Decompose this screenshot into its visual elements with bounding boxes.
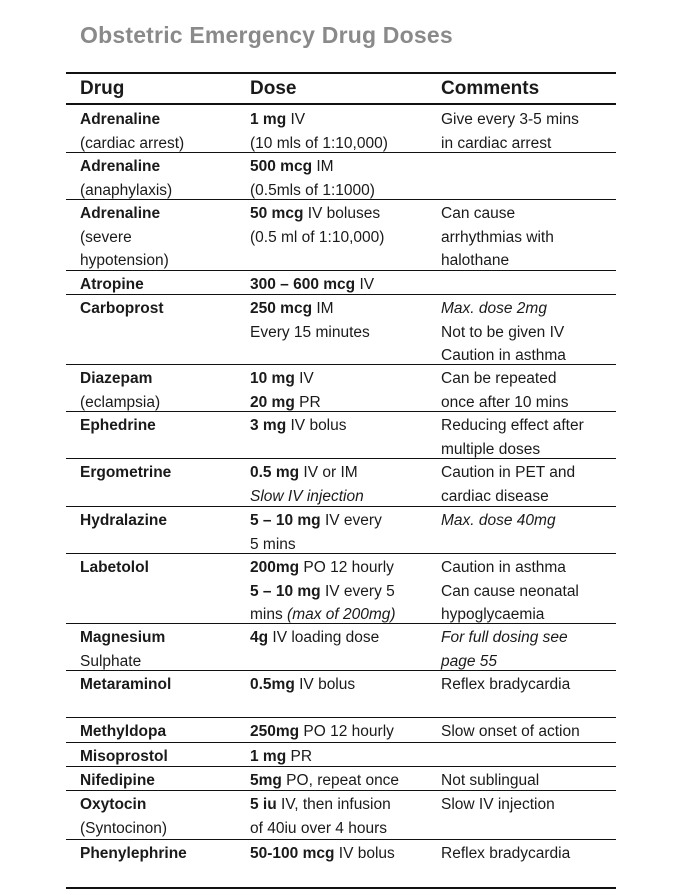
dose-cell [250, 202, 440, 249]
comment-line: For full dosing see [441, 629, 568, 646]
drug-name: Diazepam [80, 370, 153, 387]
drug-name: Ergometrine [80, 464, 172, 481]
comment-line: page 55 [441, 652, 498, 670]
dose-line [250, 155, 440, 179]
table-row [66, 840, 616, 887]
dose-cell [250, 297, 440, 344]
header-comments: Comments [441, 78, 540, 99]
dose-amount: 0.5mg [250, 676, 295, 693]
drug-name: Magnesium [80, 629, 166, 646]
dose-line [250, 108, 440, 132]
dose-line [250, 817, 440, 841]
comment-line: Caution in PET and [441, 464, 576, 481]
dose-amount: 5 iu [250, 796, 277, 813]
drug-cell [80, 720, 250, 744]
drug-name: Methyldopa [80, 723, 167, 740]
dose-cell [250, 556, 440, 627]
comment-line: Caution in asthma [441, 559, 566, 576]
dose-amount: (0.5mls of 1:1000) [250, 181, 375, 199]
dose-amount: 500 mcg [250, 158, 313, 175]
table-row [66, 507, 616, 554]
dose-route: IV bolus [286, 417, 347, 434]
comment-line: Reducing effect after [441, 417, 584, 434]
dose-cell [250, 673, 440, 697]
dose-cell [250, 509, 440, 556]
page-title: Obstetric Emergency Drug Doses [80, 22, 453, 48]
comment-line: arrhythmias with [441, 228, 554, 246]
drug-qualifier: (Syntocinon) [80, 819, 168, 837]
table-row [66, 365, 616, 412]
drug-name: Phenylephrine [80, 845, 187, 862]
dose-cell [250, 842, 440, 866]
comment-line: halothane [441, 252, 510, 269]
dose-line [250, 509, 440, 533]
drug-cell [80, 793, 250, 840]
table-row [66, 106, 616, 153]
dose-route: IV loading dose [268, 629, 380, 646]
table-row [66, 200, 616, 271]
dose-line [250, 461, 440, 485]
drug-name: Ephedrine [80, 417, 156, 434]
dose-line [250, 226, 440, 250]
dose-cell [250, 108, 440, 155]
dose-line [250, 673, 440, 697]
comment-line: hypoglycaemia [441, 606, 545, 623]
dose-route: PO, repeat once [281, 772, 400, 789]
comments-cell [441, 461, 621, 508]
dose-cell [250, 626, 440, 650]
dose-route: PO 12 hourly [299, 559, 394, 576]
drug-name: Adrenaline [80, 205, 161, 222]
drug-name: Misoprostol [80, 748, 168, 765]
drug-cell [80, 367, 250, 414]
drug-qualifier: hypotension) [80, 252, 169, 269]
dose-cell [250, 793, 440, 840]
dose-route: IV bolus [294, 676, 356, 693]
dose-amount: 20 mg [250, 393, 295, 411]
comments-cell [441, 626, 621, 673]
dose-line [250, 580, 440, 604]
drug-name: Hydralazine [80, 512, 168, 529]
table-row [66, 791, 616, 840]
dose-cell [250, 769, 440, 793]
table-row [66, 412, 616, 459]
dose-route: IV every 5 [320, 582, 395, 600]
dose-amount: 5 – 10 mg [250, 582, 321, 600]
dose-amount: 50-100 mcg [250, 845, 335, 862]
drug-cell [80, 461, 250, 485]
drug-cell [80, 769, 250, 793]
dose-cell [250, 155, 440, 202]
dose-amount: 3 mg [250, 417, 287, 434]
dose-line [250, 626, 440, 650]
comment-line: cardiac disease [441, 487, 549, 505]
drug-qualifier: (severe [80, 228, 132, 246]
dose-route: IV [355, 276, 375, 293]
dose-amount: 0.5 mg [250, 464, 300, 481]
table-row [66, 459, 616, 507]
drug-name: Adrenaline [80, 158, 161, 175]
drug-name: Metaraminol [80, 676, 172, 693]
drug-name: Carboprost [80, 300, 164, 317]
drug-name: Adrenaline [80, 111, 161, 128]
dose-route: PO 12 hourly [299, 723, 394, 740]
drug-cell [80, 108, 250, 155]
table-row [66, 153, 616, 200]
comments-cell [441, 720, 621, 744]
drug-cell [80, 842, 250, 866]
comment-line: Can cause neonatal [441, 582, 579, 600]
comments-cell [441, 673, 621, 697]
dose-line [250, 842, 440, 866]
dose-amount: 1 mg [250, 748, 287, 765]
dose-cell [250, 720, 440, 744]
table-bottom-rule [66, 887, 616, 889]
drug-cell [80, 509, 250, 533]
drug-name: Labetolol [80, 559, 149, 576]
drug-cell [80, 745, 250, 769]
header-rule [66, 103, 616, 105]
table-top-rule [66, 72, 616, 74]
dose-line [250, 414, 440, 438]
dose-amount: 50 mcg [250, 205, 304, 222]
dose-route: IV [294, 370, 314, 387]
dose-route: IV, then infusion [276, 796, 391, 813]
dose-amount: of 40iu over 4 hours [250, 819, 388, 837]
drug-cell [80, 414, 250, 438]
comment-line: multiple doses [441, 440, 541, 458]
dose-route: IV boluses [303, 205, 381, 222]
drug-qualifier: Sulphate [80, 652, 142, 670]
dose-line [250, 793, 440, 817]
drug-qualifier: (anaphylaxis) [80, 181, 173, 199]
dose-cell [250, 745, 440, 769]
header-drug: Drug [80, 78, 125, 99]
comment-line: Max. dose 40mg [441, 512, 556, 529]
drug-cell [80, 202, 250, 273]
comment-line: in cardiac arrest [441, 134, 552, 152]
dose-cell [250, 461, 440, 508]
comments-cell [441, 297, 621, 368]
dose-route: PR [294, 393, 321, 411]
comments-cell [441, 509, 621, 533]
dose-line [250, 720, 440, 744]
comment-line: Can cause [441, 205, 516, 222]
dose-line [250, 485, 440, 509]
dose-route: IV [286, 111, 306, 128]
dose-amount: 300 – 600 mcg [250, 276, 356, 293]
comments-cell [441, 108, 621, 155]
dose-amount: 250 mcg [250, 300, 313, 317]
drug-name: Nifedipine [80, 772, 155, 789]
dose-line [250, 297, 440, 321]
dose-amount: mins [250, 606, 288, 623]
comments-cell [441, 769, 621, 793]
drug-cell [80, 297, 250, 321]
comment-line: Not to be given IV [441, 323, 565, 341]
dose-line [250, 769, 440, 793]
table-row [66, 743, 616, 767]
dose-cell [250, 367, 440, 414]
comments-cell [441, 793, 621, 817]
comments-cell [441, 202, 621, 273]
drug-name: Oxytocin [80, 796, 147, 813]
table-row [66, 554, 616, 624]
comment-line: Not sublingual [441, 772, 540, 789]
dose-amount: Every 15 minutes [250, 323, 370, 341]
table-row [66, 671, 616, 718]
dose-route: IV bolus [334, 845, 395, 862]
dose-line [250, 367, 440, 391]
comments-cell [441, 414, 621, 461]
comment-line: Give every 3-5 mins [441, 111, 579, 128]
dose-amount: 5 – 10 mg [250, 512, 321, 529]
dose-amount: 1 mg [250, 111, 287, 128]
dose-amount: 5mg [250, 772, 282, 789]
dose-route: IM [312, 300, 334, 317]
comment-line: Reflex bradycardia [441, 845, 571, 862]
dose-amount: (0.5 ml of 1:10,000) [250, 228, 385, 246]
table-row [66, 295, 616, 365]
dose-amount: 250mg [250, 723, 300, 740]
dose-amount: 4g [250, 629, 269, 646]
comment-line: Caution in asthma [441, 347, 566, 364]
header-dose: Dose [250, 78, 297, 99]
drug-cell [80, 155, 250, 202]
table-row [66, 718, 616, 743]
drug-cell [80, 626, 250, 673]
dose-amount: 200mg [250, 559, 300, 576]
drug-cell [80, 556, 250, 580]
dose-amount: 10 mg [250, 370, 295, 387]
dose-line [250, 745, 440, 769]
drug-qualifier: (eclampsia) [80, 393, 161, 411]
table-row [66, 624, 616, 671]
dose-amount: 5 mins [250, 535, 296, 553]
comment-line: Slow IV injection [441, 796, 555, 813]
dose-route: IV every [320, 512, 382, 529]
table-row [66, 271, 616, 295]
comment-line: Can be repeated [441, 370, 557, 387]
comment-line: Slow onset of action [441, 723, 580, 740]
drug-name: Atropine [80, 276, 144, 293]
dose-cell [250, 273, 440, 297]
dose-line [250, 273, 440, 297]
comments-cell [441, 367, 621, 414]
dose-route: IV or IM [299, 464, 358, 481]
dose-route: (max of 200mg) [287, 606, 396, 623]
dose-amount: Slow IV injection [250, 487, 364, 505]
dose-line [250, 321, 440, 345]
drug-cell [80, 273, 250, 297]
dose-line [250, 202, 440, 226]
table-row [66, 767, 616, 791]
dose-line [250, 556, 440, 580]
comments-cell [441, 556, 621, 627]
comment-line: once after 10 mins [441, 393, 569, 411]
comment-line: Max. dose 2mg [441, 300, 547, 317]
drug-cell [80, 673, 250, 697]
dose-cell [250, 414, 440, 438]
dose-route: PR [286, 748, 313, 765]
comment-line: Reflex bradycardia [441, 676, 571, 693]
comments-cell [441, 842, 621, 866]
dose-route: IM [312, 158, 334, 175]
dose-amount: (10 mls of 1:10,000) [250, 134, 388, 152]
drug-qualifier: (cardiac arrest) [80, 134, 185, 152]
